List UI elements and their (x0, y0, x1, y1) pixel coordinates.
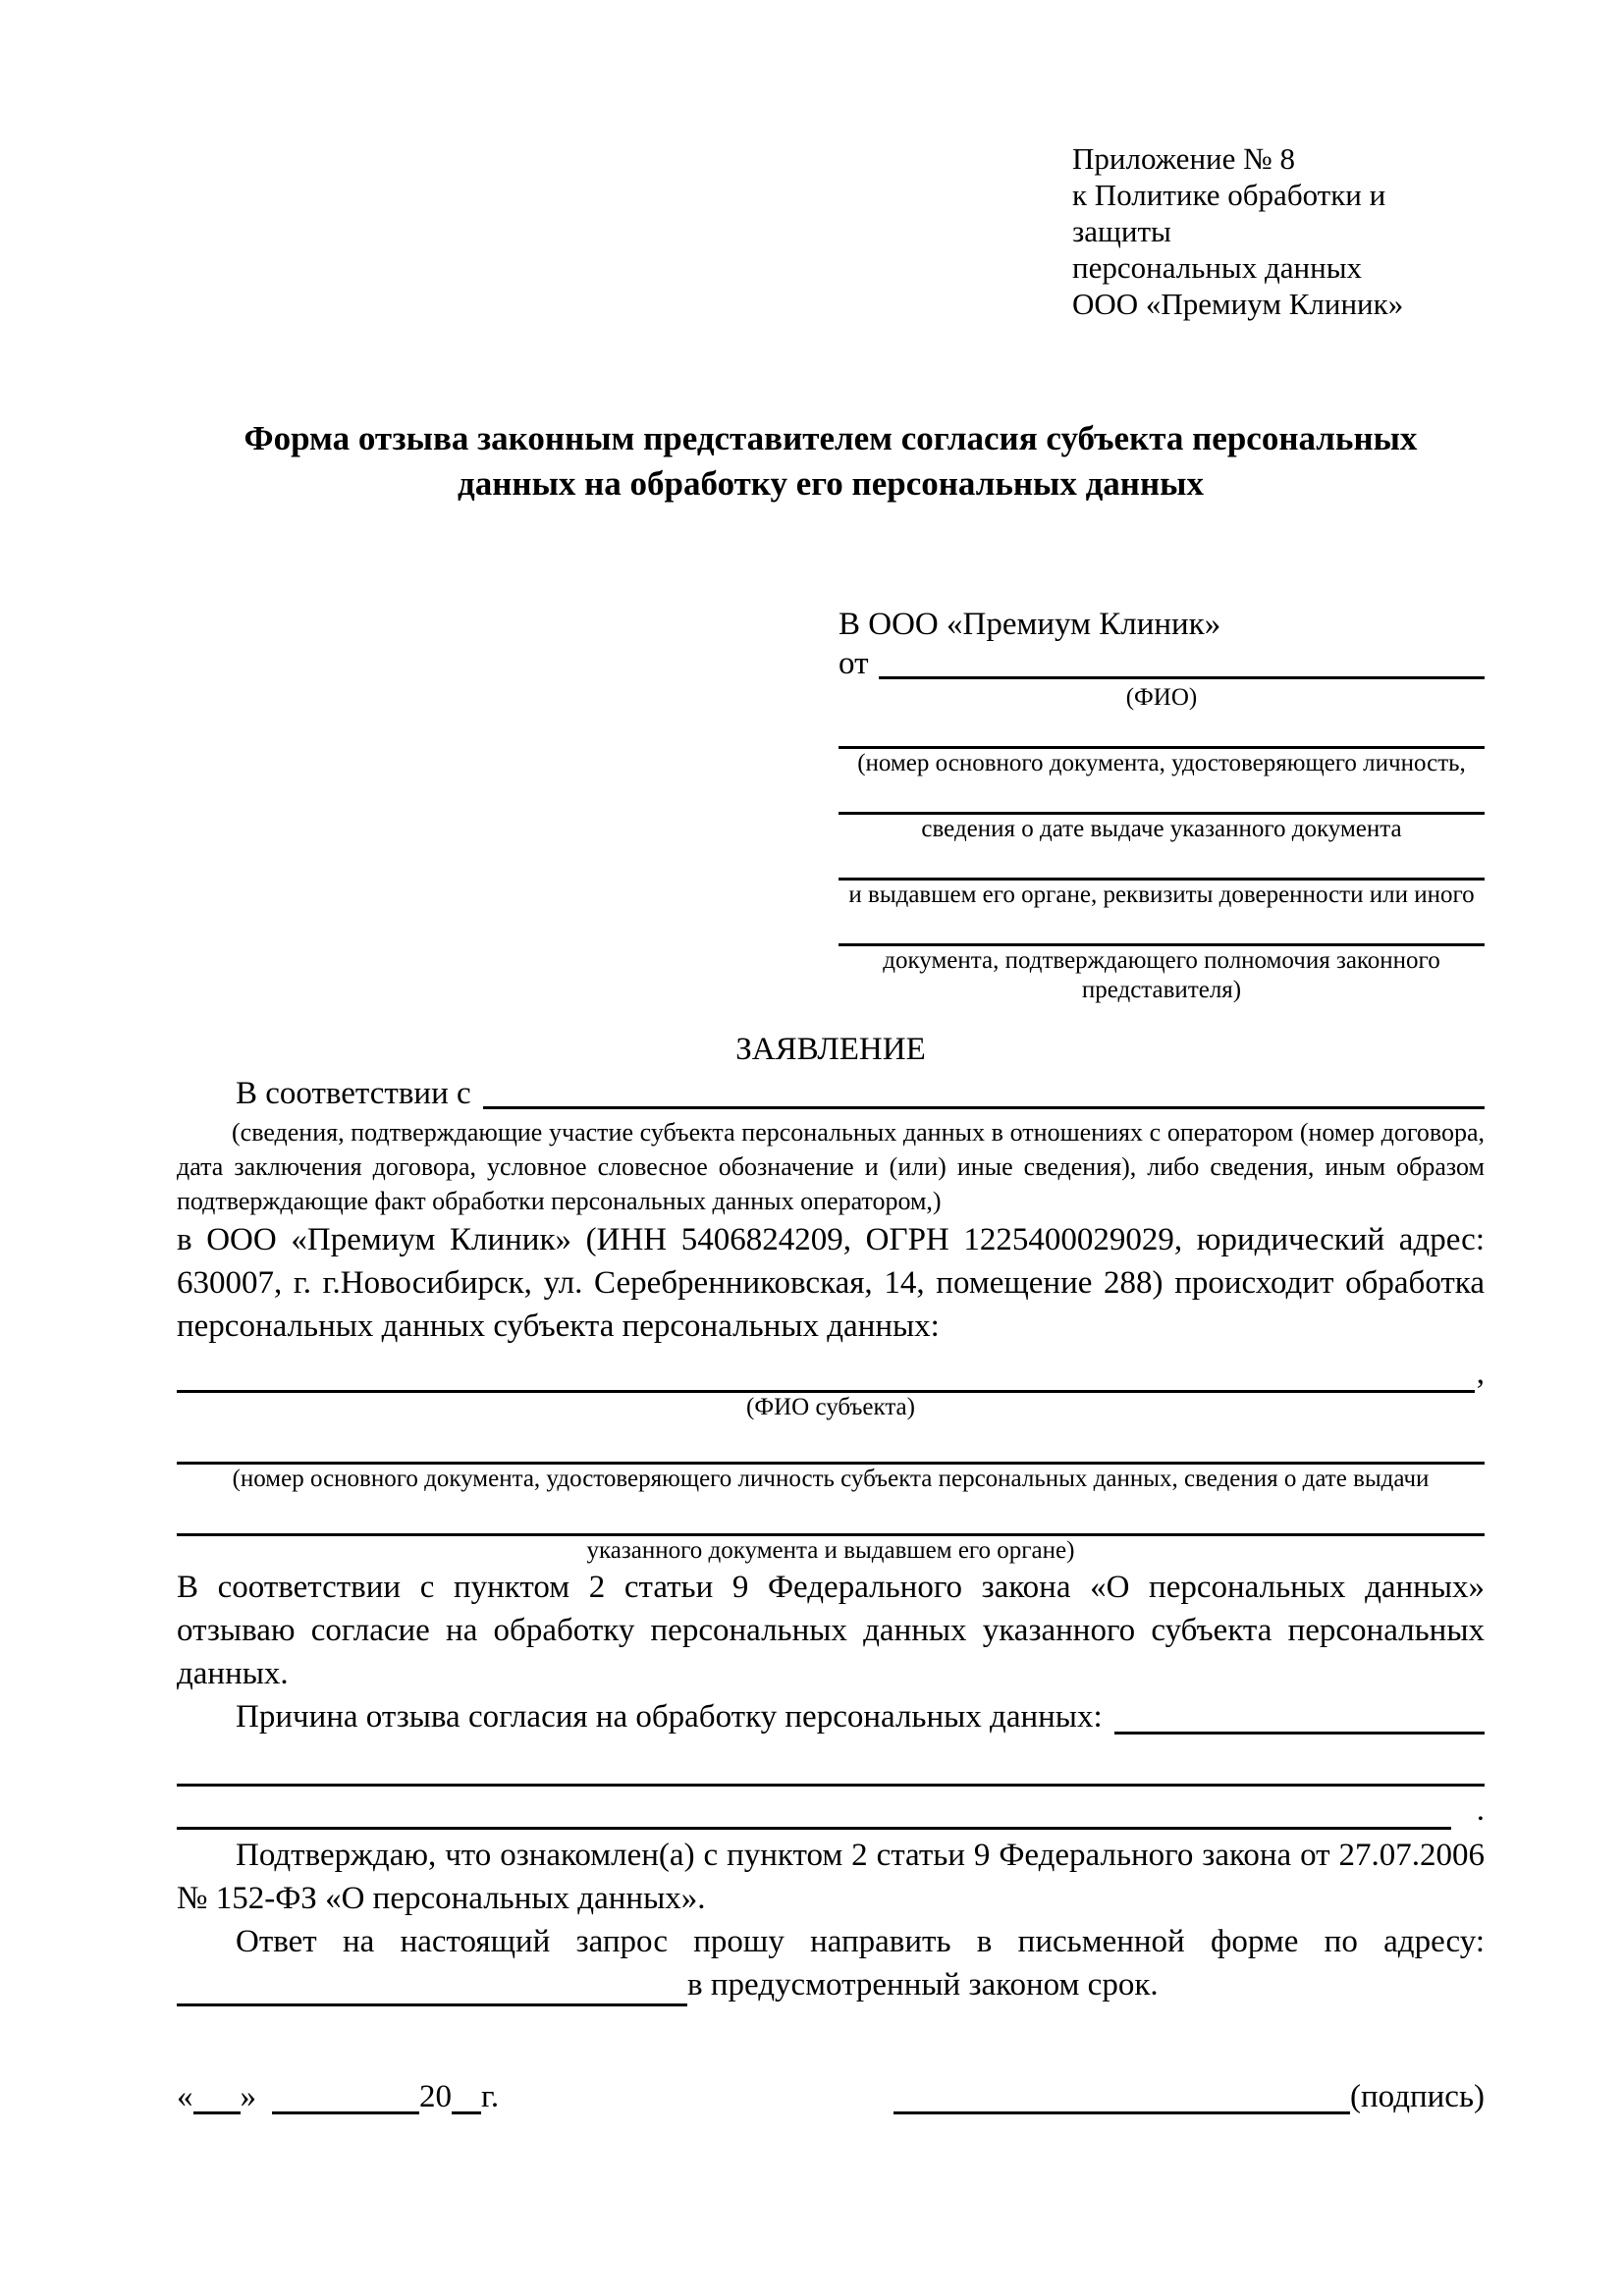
signature-blank-line (893, 2104, 1350, 2114)
representative-doc-caption: (номер основного документа, удостоверяющего личность, (857, 750, 1466, 776)
reason-blank-line (1114, 1724, 1485, 1735)
date-quote-open: « (177, 2079, 193, 2114)
representative-doc-blank-line (839, 786, 1485, 815)
subject-fio-blank-line (177, 1361, 1475, 1393)
signature-caption: (подпись) (1350, 2079, 1485, 2114)
representative-doc-blank-line (839, 852, 1485, 881)
date-year-blank-line (452, 2104, 481, 2114)
addressee-organization: В ООО «Премиум Клиник» (839, 607, 1221, 642)
confirm-paragraph: Подтверждаю, что ознакомлен(а) с пунктом 2 статьи 9 Федерального закона от 27.07.2006 № 152-ФЗ «О персональных данных». (177, 1838, 1485, 1916)
fio-blank-line (879, 668, 1486, 679)
reason-line-period: . (1476, 1792, 1485, 1828)
from-row (839, 644, 1485, 683)
appendix-line: ООО «Премиум Клиник» (1072, 287, 1404, 321)
fio-caption: (ФИО) (1125, 684, 1198, 711)
date-year-prefix: 20 (419, 2079, 452, 2114)
appendix-block (1072, 140, 1485, 322)
subject-fio-comma: , (1476, 1356, 1485, 1391)
according-label: В соответствии с (236, 1076, 471, 1111)
operator-paragraph: в ООО «Премиум Клиник» (ИНН 5406824209, ОГРН 1225400029029, юридический адрес: 630007, г. г.Новосибирск, ул. Серебренниковская, 14, помещение 288) происходит обработка персональных данных субъекта персональных данных: (177, 1222, 1485, 1344)
reason-label: Причина отзыва согласия на обработку персональных данных: (236, 1699, 1103, 1735)
subject-doc-blank-line (177, 1432, 1485, 1465)
date-group (177, 2075, 499, 2118)
date-quote-close: » (240, 2079, 256, 2114)
appendix-line: к Политике обработки и защиты (1072, 178, 1386, 248)
signature-group (893, 2075, 1485, 2118)
reason-row (177, 1695, 1485, 1738)
document-title: Форма отзыва законным представителем согласия субъекта персональных данных на обработку его персональных данных (244, 419, 1418, 503)
from-label: от (839, 646, 869, 681)
date-year-suffix: г. (481, 2079, 500, 2114)
according-blank-line (483, 1098, 1485, 1109)
representative-doc-blank-line (839, 721, 1485, 749)
date-month-blank-line (272, 2104, 419, 2114)
subject-doc-caption: (номер основного документа, удостоверяющего личность субъекта персональных данных, сведения о дате выдачи (232, 1466, 1430, 1492)
appendix-line: Приложение № 8 (1072, 141, 1295, 176)
reason-extra-row (177, 1790, 1485, 1830)
reason-extra-blank-line (177, 1754, 1485, 1787)
representative-doc-caption: сведения о дате выдаче указанного документа (921, 816, 1402, 842)
subject-fio-caption: (ФИО субъекта) (746, 1394, 915, 1420)
reply-address-blank-line (177, 1974, 687, 2006)
subject-fio-row (177, 1354, 1485, 1393)
date-day-blank-line (193, 2104, 241, 2114)
reason-extra-blank-line (177, 1797, 1451, 1830)
processing-note: (сведения, подтверждающие участие субъекта персональных данных в отношениях с оператором (номер договора, дата заключения договора, условное словесное обозначение и (или) иные сведения), либо сведения, иным образом подтверждающие факт обработки персональных данных оператором,) (177, 1118, 1485, 1215)
representative-doc-blank-line (839, 918, 1485, 946)
according-row (177, 1074, 1485, 1113)
appendix-line: персональных данных (1072, 250, 1363, 285)
reply-address-sentence: Ответ на настоящий запрос прошу направить в письменной форме по адресу: (236, 1924, 1485, 1959)
footer-row (177, 2075, 1485, 2118)
statement-heading: ЗАЯВЛЕНИЕ (735, 1032, 926, 1067)
reply-address-row (177, 1963, 1485, 2006)
representative-doc-caption: и выдавшем его органе, реквизиты доверенности или иного (848, 881, 1475, 908)
subject-doc-caption: указанного документа и выдавшем его органе) (586, 1537, 1075, 1564)
withdraw-paragraph: В соответствии с пунктом 2 статьи 9 Федерального закона «О персональных данных» отзываю согласие на обработку персональных данных указанного субъекта персональных данных. (177, 1570, 1485, 1691)
representative-doc-caption: документа, подтверждающего полномочия законного представителя) (883, 947, 1440, 1003)
subject-doc-blank-line (177, 1504, 1485, 1536)
reply-tail: в предусмотренный законом срок. (687, 1967, 1159, 2002)
addressee-block (839, 605, 1485, 1005)
